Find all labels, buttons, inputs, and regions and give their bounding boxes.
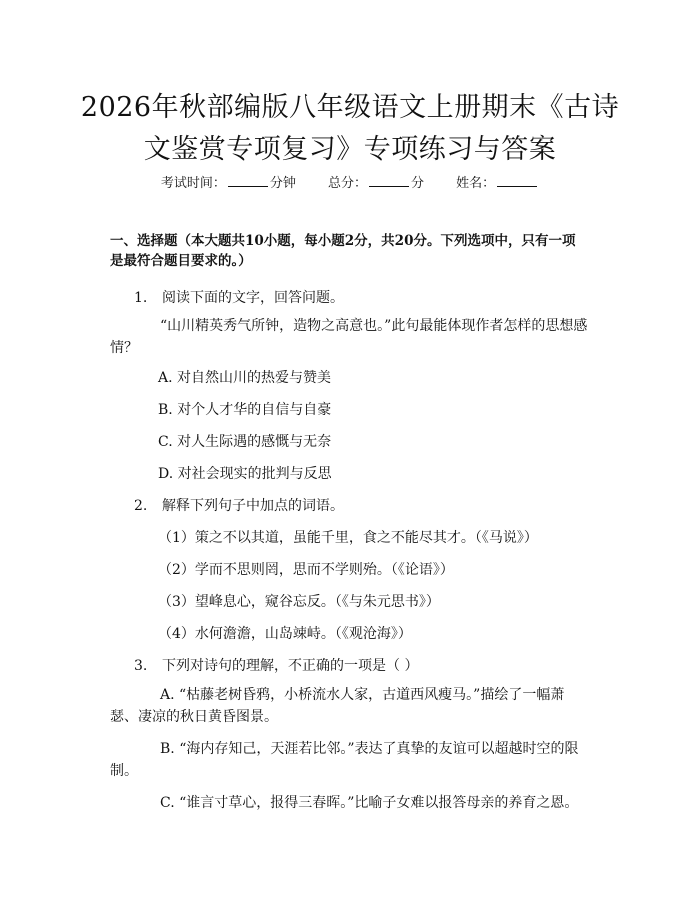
score-blank[interactable] (369, 174, 409, 187)
question-3-stem (134, 656, 418, 676)
score-field (328, 174, 424, 193)
question-1-option-d[interactable]: D. 对社会现实的批判与反思 (158, 466, 332, 482)
question-2-number: 2. (134, 498, 148, 514)
question-1-option-a[interactable]: A. 对自然山川的热爱与赞美 (158, 370, 332, 386)
time-field (161, 174, 296, 193)
section-heading-line-1: 一、选择题（本大题共10小题，每小题2分，共20分。下列选项中，只有一项 (110, 233, 576, 249)
name-field (456, 174, 539, 193)
question-2-item-3: （3）望峰息心，窥谷忘反。（《与朱元思书》） (158, 594, 440, 610)
question-2-item-1: （1）策之不以其道，虽能千里，食之不能尽其才。（《马说》） (158, 530, 538, 546)
question-1-option-c[interactable]: C. 对人生际遇的感慨与无奈 (158, 434, 332, 450)
question-1-option-b[interactable]: B. 对个人才华的自信与自豪 (158, 402, 332, 418)
score-label: 总分： (327, 176, 367, 191)
question-2-stem (134, 496, 344, 516)
name-blank[interactable] (497, 174, 537, 187)
section-heading (110, 231, 610, 271)
time-unit: 分钟 (269, 176, 296, 191)
question-1-stem (134, 288, 344, 308)
section-heading-line-2: 是最符合题目要求的。） (110, 253, 252, 269)
question-3-option-a[interactable]: A. “枯藤老树昏鸦，小桥流水人家，古道西风瘦马。”描绘了一幅萧瑟、凄凉的秋日黄昏图景。 (110, 687, 565, 725)
question-3-number: 3. (134, 658, 148, 674)
question-2-text: 解释下列句子中加点的词语。 (162, 498, 344, 514)
question-3-text: 下列对诗句的理解，不正确的一项是（ ） (162, 658, 419, 674)
title-line-1: 2026年秋部编版八年级语文上册期末《古诗 (80, 92, 620, 123)
time-label: 考试时间： (160, 176, 226, 191)
score-unit: 分 (411, 176, 425, 191)
title-line-2: 文鉴赏专项复习》专项练习与答案 (143, 134, 557, 165)
question-2-item-4: （4）水何澹澹，山岛竦峙。（《观沧海》） (158, 626, 412, 642)
exam-meta (0, 174, 700, 193)
question-3-option-c[interactable]: C. “谁言寸草心，报得三春晖。”比喻子女难以报答母亲的养育之恩。 (160, 795, 579, 811)
name-label: 姓名： (456, 176, 496, 191)
question-1-quote: “山川精英秀气所钟，造物之高意也。”此句最能体现作者怎样的思想感情？ (110, 318, 588, 356)
question-1-text: 阅读下面的文字，回答问题。 (162, 290, 344, 306)
time-blank[interactable] (228, 174, 268, 187)
question-1-number: 1. (134, 290, 148, 306)
question-3-option-b[interactable]: B. “海内存知己，天涯若比邻。”表达了真挚的友谊可以超越时空的限制。 (110, 741, 579, 779)
question-2-item-2: （2）学而不思则罔，思而不学则殆。（《论语》） (158, 562, 454, 578)
